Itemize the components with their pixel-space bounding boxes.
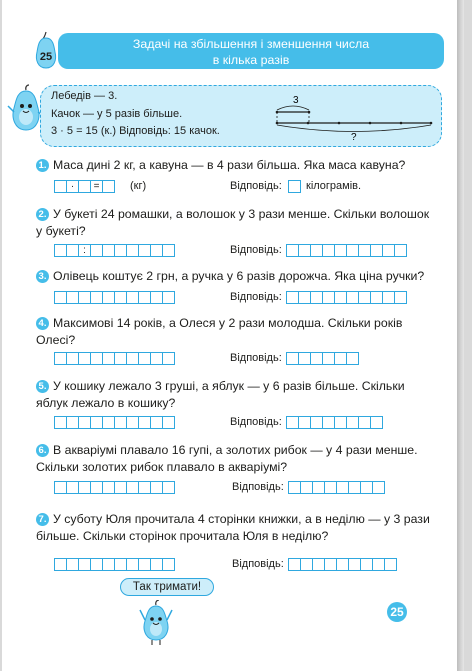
pear-mascot-cheer-icon	[138, 600, 174, 646]
title-line-1: Задачі на збільшення і зменшення числа	[132, 37, 370, 51]
answer-label: Відповідь:	[230, 180, 282, 192]
task-2	[36, 206, 431, 240]
task-number: 5.	[36, 380, 49, 393]
task-number: 2.	[36, 208, 49, 221]
task-text: В акваріумі плавало 16 гупі, а золотих рибок — у 4 рази менше. Скільки золотих рибок плавало в акваріумі?	[36, 443, 418, 474]
segment-diagram	[271, 92, 436, 142]
task-text: У суботу Юля прочитала 4 сторінки книжки, а в неділю — у 3 рази більше. Скільки сторінок прочитала Юля в неділю?	[36, 512, 430, 543]
task-7	[36, 511, 431, 545]
diagram-bottom-label: ?	[351, 132, 357, 142]
answer-row-4	[54, 352, 434, 365]
answer-cell[interactable]	[288, 180, 301, 193]
title-line-2: в кілька разів	[212, 53, 290, 67]
task-number: 7.	[36, 513, 49, 526]
task-text: Маса дині 2 кг, а кавуна — в 4 рази більша. Яка маса кавуна?	[53, 158, 406, 172]
task-text: У кошику лежало 3 груші, а яблук — у 6 разів більше. Скільки яблук лежало в кошику?	[36, 379, 405, 410]
task-5	[36, 378, 431, 412]
answer-cell[interactable]	[162, 244, 175, 257]
answer-cell[interactable]	[384, 558, 397, 571]
task-text: У букеті 24 ромашки, а волошок у 3 рази менше. Скільки волошок у букеті?	[36, 207, 430, 238]
answer-unit-label: кілограмів.	[306, 180, 362, 192]
answer-cell[interactable]	[162, 416, 175, 429]
task-1	[36, 157, 431, 174]
task-text: Максимові 14 років, а Олеся у 2 рази молодша. Скільки років Олесі?	[36, 316, 403, 347]
answer-row-5	[54, 416, 434, 429]
answer-label: Відповідь:	[230, 244, 282, 256]
answer-row-6	[54, 481, 434, 494]
operator-cell: :	[78, 244, 91, 257]
badge-number: 25	[39, 51, 53, 63]
task-number: 1.	[36, 159, 49, 172]
answer-cell[interactable]	[162, 352, 175, 365]
answer-cell[interactable]	[162, 481, 175, 494]
answer-cell[interactable]	[394, 244, 407, 257]
task-number: 6.	[36, 444, 49, 457]
answer-cell[interactable]	[372, 481, 385, 494]
task-text: Олівець коштує 2 грн, а ручка у 6 разів дорожча. Яка ціна ручки?	[53, 269, 425, 283]
answer-label: Відповідь:	[232, 481, 284, 493]
answer-label: Відповідь:	[230, 291, 282, 303]
task-number: 4.	[36, 317, 49, 330]
answer-cell[interactable]	[162, 291, 175, 304]
diagram-top-label: 3	[293, 95, 299, 106]
page-number: 25	[387, 602, 407, 622]
answer-label: Відповідь:	[232, 558, 284, 570]
answer-cell[interactable]	[102, 180, 115, 193]
answer-label: Відповідь:	[230, 416, 282, 428]
task-number: 3.	[36, 270, 49, 283]
example-box	[40, 85, 442, 147]
section-title	[58, 33, 444, 69]
answer-row-7	[54, 558, 434, 571]
page-edge	[457, 0, 464, 671]
answer-cell[interactable]	[394, 291, 407, 304]
keep-it-up-button[interactable]: Так тримати!	[120, 578, 214, 596]
example-line-2: Качок — у 5 разів більше.	[51, 108, 183, 120]
answer-row-1	[54, 180, 434, 193]
example-line-1: Лебедів — 3.	[51, 90, 118, 102]
task-4	[36, 315, 431, 349]
operator-cell: ·	[66, 180, 79, 193]
answer-cell[interactable]	[162, 558, 175, 571]
answer-row-2	[54, 244, 434, 257]
answer-cell[interactable]	[370, 416, 383, 429]
task-6	[36, 442, 431, 476]
answer-row-3	[54, 291, 434, 304]
answer-label: Відповідь:	[230, 352, 282, 364]
answer-cell[interactable]	[346, 352, 359, 365]
example-line-3: 3 · 5 = 15 (к.) Відповідь: 15 качок.	[51, 125, 220, 137]
workbook-page	[2, 0, 464, 671]
unit-label: (кг)	[130, 180, 147, 192]
pear-badge-icon	[32, 30, 60, 70]
equals-cell: =	[90, 180, 103, 193]
task-3	[36, 268, 431, 285]
